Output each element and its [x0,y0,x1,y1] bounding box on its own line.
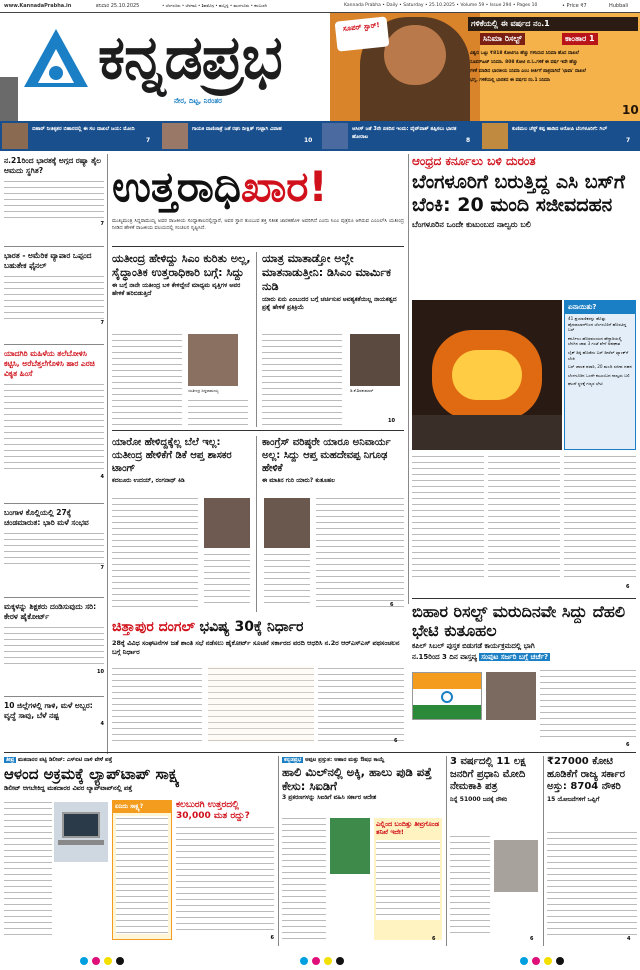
ad-sub2: ಕಾಂತಾರ 1 [562,33,598,45]
teaser-1[interactable] [2,123,158,149]
bus-fire-story[interactable] [412,154,636,596]
lead-sub-3-body [112,496,198,608]
top-bar [4,3,636,12]
lead-sub-1-body [112,332,182,427]
bus-sub: ಬೆಂಗಳೂರಿನ ಒಂದೇ ಕುಟುಂಬದ ನಾಲ್ವರು ಬಲಿ [412,220,531,229]
investment-headline: ₹27000 ಕೋಟಿ ಹೂಡಿಕೆಗೆ ರಾಜ್ಯ ಸರ್ಕಾರ ಅಸ್ತು: 8704 ನೌಕರಿ [547,756,626,792]
lead-sub-1[interactable] [112,252,252,427]
cyan-dot-icon [300,957,308,965]
aland-red-headline: ಕಲಬುರಗಿ ಉತ್ತರದಲ್ಲಿ 30,000 ಮತ ರದ್ದು? [176,800,250,821]
yellow-dot-icon [104,957,112,965]
bus-body-col-3 [564,454,636,582]
left-story-2[interactable] [4,251,104,343]
bus-box-item: ಘಟನೆ ಸ್ಥಳಕ್ಕೆ ಗಣ್ಯರ ಭೇಟಿ [568,381,603,387]
aland-kicker: ತೀವ್ರ [6,757,15,763]
aland-box [112,800,172,940]
dkshivakumar-caption: ಡಿ.ಕೆ.ಶಿವಕುಮಾರ್ [350,388,374,393]
masthead [0,13,640,121]
masthead-tagline: ನೇರ, ದಿಟ್ಟ, ನಿರಂತರ [174,97,222,105]
left-story-1[interactable] [4,156,104,244]
bihar-sub3: ಸಂಪುಟ ಸರ್ಜರಿ ಬಗ್ಗೆ ಚರ್ಚೆ? [481,653,549,661]
mahadevappa-photo [264,498,310,548]
lead-sub-3-headline: ಯಾರೋ ಹೇಳಿದ್ದಕ್ಕೆಲ್ಲ ಬೆಲೆ ಇಲ್ಲ: ಯತೀಂದ್ರ ಹೇಳಿಕೆಗೆ ಡಿಕೆ ಆಪ್ತ ಶಾಸಕರ ಟಾಂಗ್ [112,437,232,474]
black-dot-icon [116,957,124,965]
ad-line-2: ಸೂಪರ್‌ಹಿಟ್ ಸಿನಿಮಾ. 808 ಕೋಟಿ ಬಿ.ಓ.ಗಳಿಕೆ ಈ ವರ್ಷ ಇದೇ ಹೆಚ್ಚು [470,60,578,65]
teaser-4[interactable] [482,123,638,149]
yathindra-caption: ಯತೀಂದ್ರ ಸಿದ್ದರಾಮಯ್ಯ [188,388,219,393]
left-story-1-headline: ನ.21ರಿಂದ ಭಾರತಕ್ಕೆ ಅಗ್ಗದ ರಷ್ಯಾ ತೈಲ ಆಮದು ಸ್ಥಗಿತ? [4,156,102,175]
magenta-dot-icon [532,957,540,965]
modi-photo [494,840,538,892]
masthead-logo[interactable]: ಕನ್ನಡಪ್ರಭ [98,23,282,93]
teaser-3-text: ಆಸೀಸ್ ಜತೆ 3ನೇ ಏಕದಿನ ಇಂದು: ವೈಟ್‌ವಾಶ್ ತಪ್ಪಿಸಲು ಭಾರತ ಹೋರಾಟ [352,126,457,140]
chittapur-headline-black: ಭವಿಷ್ಯ 30ಕ್ಕೆ ನಿರ್ಧಾರ [199,619,304,635]
lead-sub-2[interactable] [262,252,404,427]
city: Hubbali [609,3,629,9]
teaser-3-page: 8 [466,137,471,144]
lead-sub-3-body-2 [204,552,250,608]
aland-story[interactable] [4,756,274,946]
lead-sub-1-headline: ಯತೀಂದ್ರ ಹೇಳಿದ್ದು ಸಿಎಂ ಕುರಿತು ಅಲ್ಲ, ಸೈದ್ಧಾಂತಿಕ ಉತ್ತರಾಧಿಕಾರಿ ಬಗ್ಗೆ: ಸಿದ್ದು [112,252,251,279]
bus-box-item: ಬಸ್ ಚಾಲಕ ಪರಾರಿ, 20 ಮಂದಿ ಸಜೀವ ದಹನ [568,364,632,370]
jobs-headline: 3 ವರ್ಷದಲ್ಲಿ 11 ಲಕ್ಷ ಜನರಿಗೆ ಪ್ರಧಾನಿ ಮೋದಿ ನೇಮಕಾತಿ ಪತ್ರ [450,756,526,792]
bus-box-item: ಕರ್ನೂಲು ಹೊರವಲಯದ ಹೆದ್ದಾರಿಯಲ್ಲಿ ಬೆಳಗಿನ ಜಾವ 3 ಗಂಟೆ ವೇಳೆ ಅಪಘಾತ [568,335,622,347]
teaser-2[interactable] [162,123,318,149]
ad-line-4: ಭಗ್ನ, ಗಳಿಕೆಯಲ್ಲಿ ಭಾರತದ ಈ ವರ್ಷದ ನಂ.1 ಸಿನಿಮಾ [470,78,550,83]
udaya-photo [204,498,250,548]
aland-kicker-line: ಮತದಾರರ ಪಟ್ಟಿ ಡಿಲೀಟ್: ಎಸ್‌ಐಟಿ ದಾಳಿ ವೇಳೆ ಪತ್ತೆ [18,757,113,763]
bus-page-ref: 6 [626,584,630,590]
bus-box-item: 41 ಪ್ರಯಾಣಿಕರನ್ನು ಹೊತ್ತು ಹೈದರಾಬಾದ್‌ನಿಂದ ಬೆಂಗಳೂರಿಗೆ ಹೊರಟಿದ್ದ ಬಸ್ [568,316,627,333]
teaser-2-text: ಗಾಯಕಿ ವಾಣಿಜಾತ್ರೆ ಜತೆ ರಘು ದೀಕ್ಷಿತ್ ಗುಟ್ಟಾಗಿ ವಿವಾಹ [192,126,282,132]
left-story-1-page: 7 [100,221,104,227]
lead-sub-4-lede: ಈ ಮಾತಿನ ಗುರಿ ಯಾರು? ಕುತೂಹಲ [262,477,335,484]
cyan-dot-icon [80,957,88,965]
left-story-4-page: 7 [100,565,104,571]
investment-story[interactable] [547,756,637,946]
left-story-5[interactable] [4,602,104,692]
bus-explainer-box [564,300,636,450]
milk-packet-photo [330,818,370,874]
investment-body [547,830,637,936]
bus-box-item: ಬೈಕ್ ಡಿಕ್ಕಿ ಹೊಡೆದು ಬಸ್ ಡೀಸೆಲ್ ಟ್ಯಾಂಕ್‌ಗೆ ಬೆಂಕಿ [568,349,629,361]
left-story-3-body [4,382,104,474]
left-story-3[interactable] [4,349,104,499]
ad-title: ಗಳಿಕೆಯಲ್ಲಿ ಈ ವರ್ಷದ ನಂ.1 [468,17,638,31]
ad-face [384,25,446,85]
left-story-4-body [4,531,104,565]
bihar-story[interactable] [412,602,636,752]
aland-sub: ಡಿಲೀಟ್ ಆಗಬೇಕಿದ್ದ ಮತದಾರರ ವಿವರ ಲ್ಯಾಪ್‌ಟಾಪ್‌ನಲ್ಲಿ ಪತ್ತೆ [4,784,133,792]
lead-intro: ಮುಖ್ಯಮಂತ್ರಿ ಸಿದ್ದರಾಮಯ್ಯ ಅವರ ರಾಜಕೀಯ ಸಂಧ್ಯಾಕಾಲದಲ್ಲಿದ್ದಾರೆ, ಅವರ ಸ್ಥಾನ ತುಂಬುವ ಶಕ್ತಿ ಸತೀಶ ಜಾರಕಿಹೊಳಿ ಅವರಿಗಿದೆ ಎಂದು ಸಿಎಂ ಪುತ್ರರೂ ಆಗಿರುವ ಎಂಎಲ್‌ಸಿ ಯತೀಂದ್ರ ನೀಡಿದ ಹೇಳಿಕೆ ರಾಜಕೀಯ ವಲಯದಲ್ಲಿ ಸಂಚಲನ ಸೃಷ್ಟಿಸಿದೆ. [112,218,404,231]
ad-body [470,49,638,85]
bihar-sub: ಕಪಿಲ್ ಸಿಬಲ್ ಪುಸ್ತಕ ಬಿಡುಗಡೆ ಕಾರ್ಯಕ್ರಮದಲ್ಲಿ ಭಾಗಿ [412,642,535,650]
milk-kicker-line: ಅಪ್ಪಟ ಪ್ರಸ್ತುತ: ಆಹಾರ ಮತ್ತು ಔಷಧ ಕಾಯ್ದೆ [305,757,385,763]
bihar-sub2: ನ.15ರಿಂದ 3 ದಿನ ವಾಸ್ತವ್ಯ [412,653,477,661]
masthead-photo [0,77,18,121]
milk-box-title: ಎಲ್ಲಿಂದ ಬಂದಿತ್ತು ತೀವ್ರಗೊಂಡ ತನಿಖೆ ಇದೇ! [376,820,439,836]
teaser-1-photo [2,123,28,149]
left-story-4-headline: ಬಂಗಾಳ ಕೊಲ್ಲಿಯಲ್ಲಿ 27ಕ್ಕೆ ಚಂಡಮಾರುತ: ಭಾರಿ ಮಳೆ ಸಂಭವ [4,508,89,527]
aland-box-title: ಏನಿದು ಸಾಕ್ಷ್ಯ? [113,801,171,813]
bihar-page-ref: 6 [626,742,630,748]
bus-body-col-1 [412,454,484,582]
lead-sub-2-headline: ಯಾತ್ರ ಮಾತಾಡ್ತೋ ಅಲ್ಲೇ ಮಾತನಾಡುತ್ತೀನಿ: ಡಿಸಿಎಂ ಮಾರ್ಮಿಕ ನುಡಿ [262,252,391,293]
ad-badge: ಸೂಪರ್ ಸ್ಟಾರ್! [335,16,390,51]
jobs-page-ref: 6 [530,936,534,942]
dkshivakumar-photo [350,334,400,386]
aland-headline: ಆಳಂದ ಅಕ್ರಮಕ್ಕೆ ಲ್ಯಾಪ್‌ಟಾಪ್ ಸಾಕ್ಷ್ಯ [4,765,180,783]
chittapur-box [208,666,314,742]
chittapur-body-1 [112,666,202,742]
magenta-dot-icon [92,957,100,965]
left-story-5-page: 10 [97,669,104,675]
magenta-dot-icon [312,957,320,965]
bihar-photo [486,672,536,720]
lead-headline[interactable] [112,162,402,212]
bus-kicker: ಆಂಧ್ರದ ಕರ್ನೂಲು ಬಳಿ ದುರಂತ [412,154,536,168]
left-story-1-body [4,179,104,221]
left-story-6-headline: 10 ಜಿಲ್ಲೆಗಳಲ್ಲಿ ಗಾಳಿ, ಮಳೆ ಅಬ್ಬರ: ವೃದ್ಧೆ ಸಾವು, ಬೆಳೆ ನಷ್ಟ [4,701,93,720]
teaser-3[interactable] [322,123,478,149]
left-story-6-page: 4 [100,721,104,727]
teaser-4-photo [482,123,508,149]
jobs-story[interactable] [450,756,540,946]
lead-page-ref: 10 [388,418,395,424]
yellow-dot-icon [544,957,552,965]
yellow-dot-icon [324,957,332,965]
milk-body-1 [282,816,326,940]
print-registration-bar [0,952,640,970]
chittapur-page-ref: 6 [394,738,398,744]
left-story-3-headline: ಯಾದಗಿರಿ ಮಹಿಳೆಯ ತಲೆಬೋಳಿಸಿ ಕಟ್ಟಿಸಿ, ಅರೆಬೆತ್ತಲೆಗೊಳಿಸಿ ಹಾರ ಎರಚಿ ವಿಕೃತ ಹಿಂಸೆ [4,349,95,378]
lead-sub-4-body [316,496,404,608]
lead-headline-red: ಖಾರ [240,162,309,211]
lead-sub-1-body-2 [188,398,248,426]
milk-headline: ಹಾಲಿ ಮಿಲ್‌ನಲ್ಲಿ ಅಕ್ಕಿ, ಹಾಲು ಪುಡಿ ಪತ್ತೆ ಕೇಸು: ಸಿಐಡಿಗೆ [282,765,432,793]
issue-date: ಶನಿವಾರ 25.10.2025 [96,3,140,9]
edition-info: Kannada Prabha • Daily • Saturday • 25.10.2025 • Volume 59 • Issue 294 • Pages 10 [344,3,538,8]
teaser-2-page: 10 [304,137,313,144]
ad-line-3: ಗಳಿಕೆ ಮಾಡಿದ ಭಾರತೀಯ ಸಿನಿಮಾ ಎಂಬ ಕೀರ್ತಿಗೆ ಪಾತ್ರವಾಗಿದೆ 'ಛಾವಾ' ದಾಖಲೆ [470,69,586,74]
left-story-4[interactable] [4,508,104,588]
teaser-2-photo [162,123,188,149]
left-story-2-page: 7 [100,320,104,326]
lead-headline-end: ! [308,162,328,211]
lead-sub-4-headline: ಕಾಂಗ್ರೆಸ್ ವರಿಷ್ಠರೇ ಯಾರೂ ಅನಿವಾರ್ಯ ಅಲ್ಲ: ಸಿದ್ದು ಆಪ್ತ ಮಹದೇವಪ್ಪ ನಿಗೂಢ ಹೇಳಿಕೆ [262,437,391,474]
investment-sub: 15 ಯೋಜನೆಗಳಿಗೆ ಒಪ್ಪಿಗೆ [547,795,600,803]
milk-page-ref: 6 [432,936,436,942]
left-story-5-body [4,625,104,669]
teaser-4-page: 7 [626,137,631,144]
chittapur-body-2 [318,666,404,742]
bihar-body [540,668,636,742]
left-story-2-body [4,274,104,320]
lead-sub-4-body-2 [264,552,310,608]
yathindra-photo [188,334,238,386]
lead-sub-3-lede: ಕದಲೂರು ಉದಯ್, ರಂಗನಾಥ್ ಕಿಡಿ [112,477,185,484]
investment-page-ref: 4 [627,936,631,942]
ad-page-ref: 10 [622,103,639,117]
bihar-headline: ಬಿಹಾರ ರಿಸಲ್ಟ್ ಮರುದಿನವೇ ಸಿದ್ದು ದೆಹಲಿ ಭೇಟಿ ಕುತೂಹಲ [412,602,626,640]
left-story-3-page: 4 [100,474,104,480]
milk-story[interactable] [282,756,442,946]
cyan-dot-icon [520,957,528,965]
bus-fire-photo [412,300,562,450]
chittapur-headline-red: ಚಿತ್ತಾಪುರ ದಂಗಲ್ [112,619,196,635]
teaser-1-text: ಬಿಹಾರ್ ನೀತಿಕೃತರ ಬಿಹಾರದಲ್ಲಿ ಈ ಸಲ ದಾಖಲೆ ಜಯ: ಮೋದಿ [32,126,135,132]
chittapur-sub: 28ಕ್ಕೆ ವಿವಿಧ ಸಂಘಟನೆಗಳ ಜತೆ ಶಾಂತಿ ಸಭೆ ನಡೆಸಲು ಹೈಕೋರ್ಟ್ ಸೂಚನೆ ಸರ್ಕಾರದ ವರದಿ ಆಧರಿಸಿ ನ.2ರ ಆರ್‌ಎಸ್‌ಎಸ್ ಪಥಸಂಚಲನ ಬಗ್ಗೆ ನಿರ್ಧಾರ [112,639,400,656]
lead-sub-2-body [262,332,342,427]
editions-list: • ಬೆಂಗಳೂರು • ಬೆಳಗಾವಿ • ಶಿವಮೊಗ್ಗ • ಹುಬ್ಬಳ್ಳಿ • ಮಂಗಳೂರು • ಕಲಬುರಗಿ [162,3,267,8]
laptop-icon [54,802,108,862]
left-story-5-headline: ಮಕ್ಕಳನ್ನು ಶಿಕ್ಷಕರು ದಂಡಿಸುವುದು ಸರಿ: ಕೇರಳ ಹೈಕೋರ್ಟ್ [4,602,97,621]
ad-line-1: ವಿಶ್ವದ ಒಟ್ಟು ₹818 ಕೋಟಿಗೂ ಹೆಚ್ಚು ಗಳಿಸಿರುವ ಸಿನಿಮಾ ಹೊಸ ದಾಖಲೆ [470,51,579,56]
bus-body-col-2 [488,454,560,582]
lead-sub-3[interactable] [112,436,252,612]
teaser-3-photo [322,123,348,149]
milk-sub: 3 ಪ್ರಕರಣಗಳನ್ನು ಸಿಐಡಿಗೆ ವಹಿಸಿ ಸರ್ಕಾರ ಆದೇಶ [282,794,377,801]
site-url[interactable]: www.KannadaPrabha.in [4,3,72,9]
aland-body-1 [4,800,52,940]
lead-sub-4-page: 6 [390,602,394,608]
lead-sub-2-lede: ಯಾರು ಏನು ಎಂಬುದರ ಬಗ್ಗೆ ಚರ್ಚಿಸುವ ಅವಶ್ಯಕತೆಯಿಲ್ಲ ನಾಯಕತ್ವದ ಪ್ರಶ್ನೆ ಹೇಳಿಕೆ ಪ್ರತಿಕ್ರಿಯೆ [262,296,397,311]
aland-page-ref: 6 [270,935,274,941]
black-dot-icon [556,957,564,965]
teaser-strip [0,121,640,151]
milk-kicker: ಕನ್ನಡಪ್ರಭ [284,757,302,763]
teaser-1-page: 7 [146,137,151,144]
jobs-body [450,834,490,938]
logo-emblem-icon [20,25,92,91]
price: • Price ₹7 [562,3,587,9]
left-story-6[interactable] [4,701,104,756]
black-dot-icon [336,957,344,965]
lead-sub-1-lede: ಈ ಬಗ್ಗೆ ನಾನೇ ಯತೀಂದ್ರ ಬಳಿ ಕೇಳಿದ್ದೇನೆ ಮಾಧ್ಯಮ ವೃತ್ತಿಗಳ ಅವರ ಹೇಳಿಕೆ ಹರಿಬಿಡುತ್ತಿದೆ [112,282,241,297]
movie-ad[interactable] [330,13,640,121]
bus-box-item: ಬೆಂಗಳೂರಿನ ಒಂದೇ ಕುಟುಂಬದ ನಾಲ್ವರು ಬಲಿ [568,372,630,378]
milk-box [374,818,442,940]
ad-sub1: ಸಿನಿಮಾ ರಿಸಲ್ಟ್ [480,33,525,45]
aland-red-box [176,800,274,940]
chittapur-story[interactable] [112,618,404,746]
congress-flag-icon [412,672,482,720]
jobs-sub: ನಿನ್ನೆ 51000 ಜನಕ್ಕೆ ನೌಕರಿ [450,795,508,803]
bus-box-list [565,314,635,389]
left-story-2-headline: ಭಾರತ - ಅಮೆರಿಕ ವ್ಯಾಪಾರ ಒಪ್ಪಂದ ಬಹುತೇಕ ಫೈನಲ್ [4,251,92,270]
teaser-4-text: ಕುಣಿಮಲ ಚೆಸ್ಟ್ ಕಪ್ಪ ಹಾಡಿದ ಆರೋಪಿ ಬೆಂಗಳೂರಿಗೆ: ಗಿಲ್ [512,126,608,132]
bus-headline: ಬೆಂಗಳೂರಿಗೆ ಬರುತ್ತಿದ್ದ ಎಸಿ ಬಸ್‌ಗೆ ಬೆಂಕಿ: 20 ಮಂದಿ ಸಜೀವದಹನ [412,171,625,216]
lead-headline-black: ಉತ್ತರಾಧಿ [112,162,241,211]
bus-box-title: ಏನಾಯಿತು? [565,301,635,314]
left-column [4,156,104,856]
lead-sub-4[interactable] [262,436,404,612]
